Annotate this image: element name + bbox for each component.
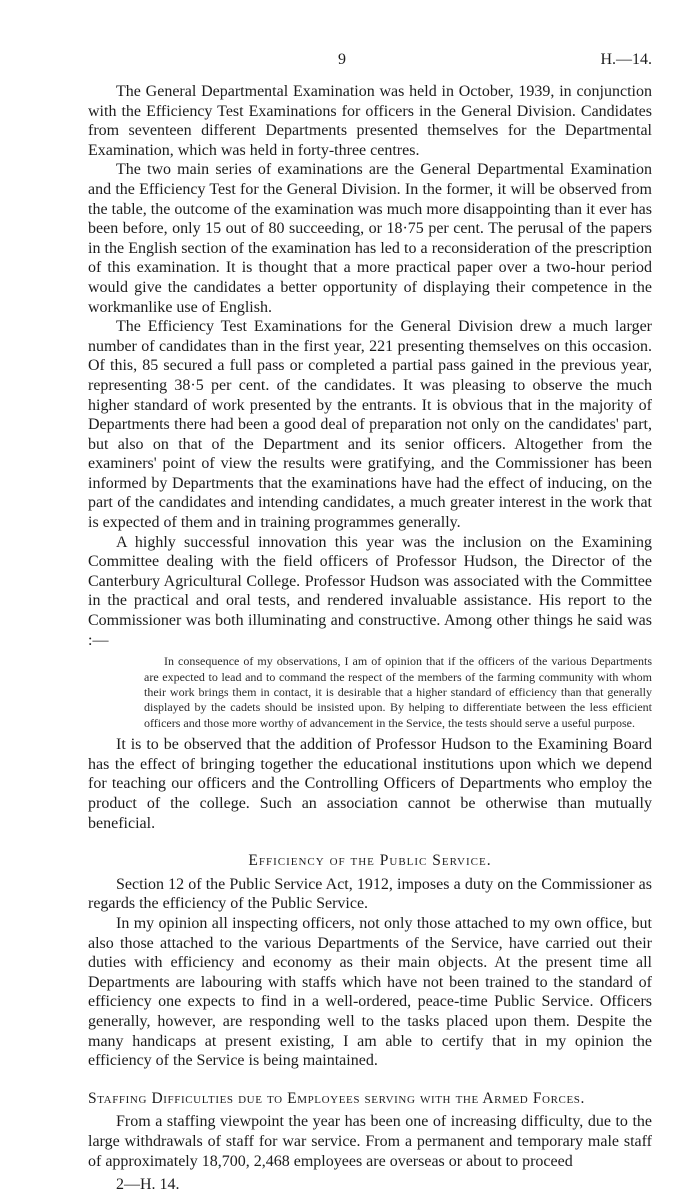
paragraph-section-12: Section 12 of the Public Service Act, 1912, imposes a duty on the Commissioner as regards the efficiency of the Public Service. [88,875,652,913]
sheet-reference: 2—H. 14. [116,1176,180,1194]
paragraph-departmental-examination: The General Departmental Examination was held in October, 1939, in conjunction with the Efficiency Test Examinations for officers in the General Division. Candidates from seventeen different Departments presented themselves for the Departmental Examination, which was held in forty-three centres. [88,83,652,159]
quotation-professor-hudson: In consequence of my observations, I am of opinion that if the officers of the various Departments are expected to lead and to command the respect of the members of the farming community with whom their work brings them in contact, it is desirable that a higher standard of efficiency than that generally displayed by the cadets should be insisted upon. By helping to differentiate between the less efficient officers and those more worthy of advancement in the Service, the tests should serve a useful purpose. [144,654,652,730]
section-heading-efficiency: Efficiency of the Public Service. [248,852,492,870]
page-number: 9 [338,51,346,68]
paragraph-efficiency-test: The Efficiency Test Examinations for the General Division drew a much larger number of candidates than in the first year, 221 presenting themselves on this occasion. Of this, 85 secured a full pass or completed a partial pass gained in the previous year, representing 38·5 per cent. of the candidates. It was pleasing to observe the much higher standard of work presented by the entrants. It is obvious that in the majority of Departments there had been a good deal of preparation not only on the candidates' part, but also on that of the Department and its senior officers. Altogether from the examiners' point of view the results were gratifying, and the Commissioner has been informed by Departments that the examinations have had the effect of inducing, on the part of the candidates and intending candidates, a much greater interest in the work that is expected of them and in training programmes generally. [88,318,652,532]
section-heading-staffing: Staffing Difficulties due to Employees serving with the Armed Forces. [88,1089,585,1107]
paragraph-innovation: A highly successful innovation this year was the inclusion on the Examining Committee dealing with the field officers of Professor Hudson, the Director of the Canterbury Agricultural College. Professor Hudson was associated with the Committee in the practical and oral tests, and rendered invaluable assistance. His report to the Commissioner was both illuminating and constructive. Among other things he said was :— [88,533,652,649]
paragraph-main-series: The two main series of examinations are the General Departmental Examination and the Efficiency Test for the General Division. In the former, it will be observed from the table, the outcome of the examination was much more disappointing than it ever has been before, only 15 out of 80 succeeding, or 18·75 per cent. The perusal of the papers in the English section of the examination has led to a reconsideration of the prescription of this examination. It is thought that a more practical paper over a two-hour period would give the candidates a better opportunity of displaying their competence in the workmanlike use of English. [88,161,652,316]
paragraph-examining-board: It is to be observed that the addition of Professor Hudson to the Examining Board has the effect of bringing together the educational institutions upon which we depend for teaching our officers and the Controlling Officers of Departments who employ the product of the college. Such an association cannot be otherwise than mutually beneficial. [88,736,652,832]
page-header [88,50,652,74]
paragraph-staffing-viewpoint: From a staffing viewpoint the year has been one of increasing difficulty, due to the large withdrawals of staff for war service. From a permanent and temporary male staff of approximately 18,700, 2,468 employees are overseas or about to proceed [88,1113,652,1170]
paragraph-inspecting-officers: In my opinion all inspecting officers, not only those attached to my own office, but also those attached to the various Departments of the Service, have carried out their duties with efficiency and economy as their main objects. At the present time all Departments are labouring with staffs which have not been trained to the standard of efficiency one expects to find in a well-ordered, peace-time Public Service. Officers generally, however, are responding well to the tasks placed upon them. Despite the many handicaps at present existing, I am able to certify that in my opinion the efficiency of the Service is being maintained. [88,915,652,1070]
document-reference: H.—14. [600,51,652,68]
